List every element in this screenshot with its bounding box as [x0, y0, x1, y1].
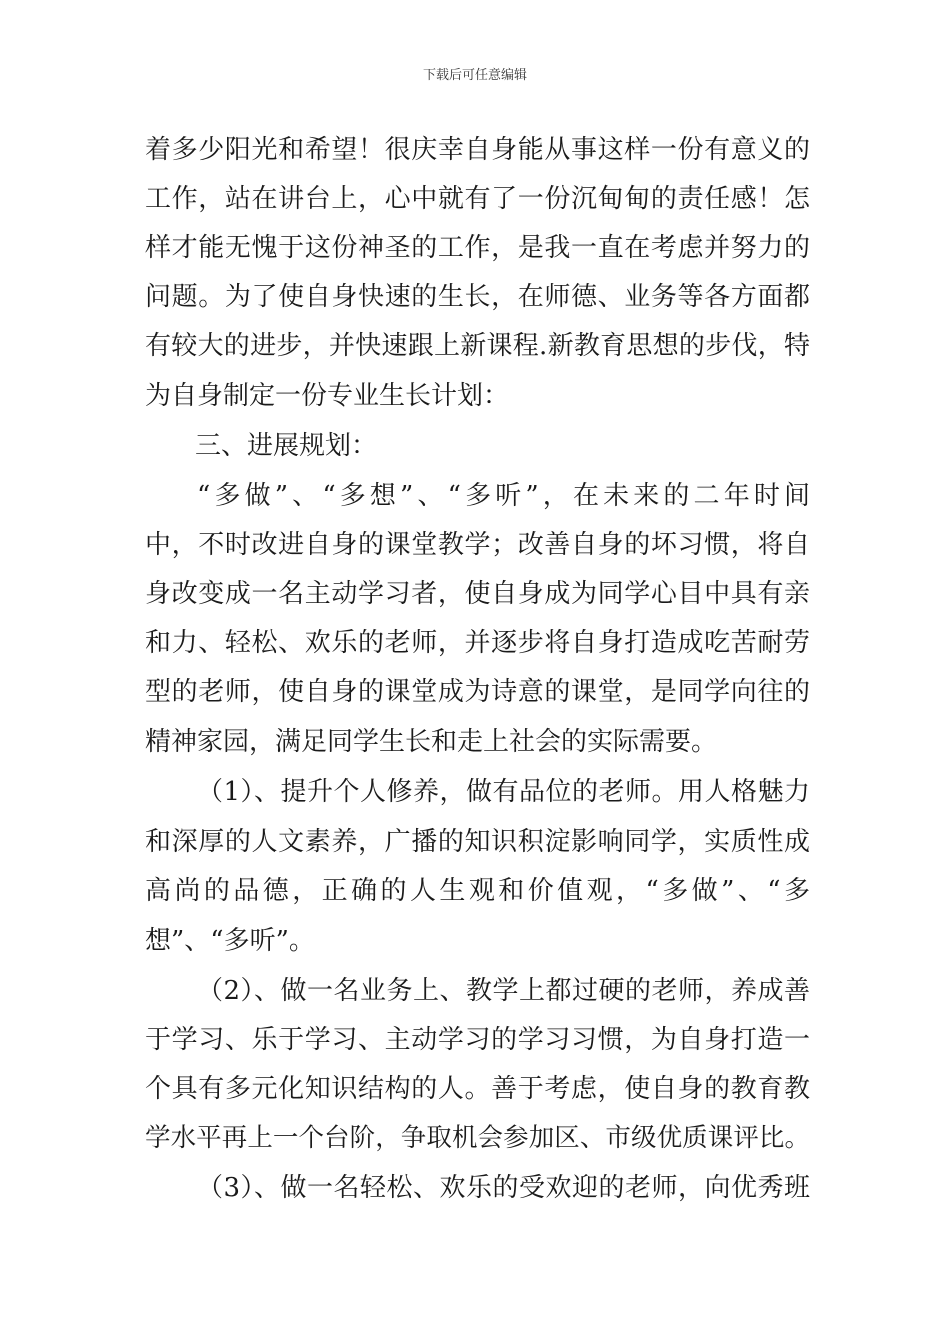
body-line: 型的老师，使自身的课堂成为诗意的课堂，是同学向往的	[145, 677, 810, 707]
body-line: 中，不时改进自身的课堂教学；改善自身的坏习惯，将自	[145, 530, 810, 560]
body-line: 问题。为了使自身快速的生长，在师德、业务等各方面都	[145, 282, 810, 312]
body-line: 有较大的进步，并快速跟上新课程.新教育思想的步伐，特	[145, 331, 810, 361]
body-line: 和力、轻松、欢乐的老师，并逐步将自身打造成吃苦耐劳	[145, 628, 810, 658]
list-item-3: （3）、做一名轻松、欢乐的受欢迎的老师，向优秀班	[197, 1173, 810, 1203]
body-line: 精神家园，满足同学生长和走上社会的实际需要。	[145, 727, 718, 757]
body-line: “多做”、“多想”、“多听”，在未来的二年时间	[197, 481, 810, 511]
body-line: 学水平再上一个台阶，争取机会参加区、市级优质课评比。	[145, 1123, 810, 1153]
body-line: 为自身制定一份专业生长计划：	[145, 381, 510, 411]
body-line: 样才能无愧于这份神圣的工作，是我一直在考虑并努力的	[145, 233, 810, 263]
body-line: 想”、“多听”。	[145, 926, 315, 956]
body-line: 于学习、乐于学习、主动学习的学习习惯，为自身打造一	[145, 1025, 810, 1055]
section-heading: 三、进展规划：	[195, 431, 378, 461]
body-line: 个具有多元化知识结构的人。善于考虑，使自身的教育教	[145, 1074, 810, 1104]
body-line: 工作，站在讲台上，心中就有了一份沉甸甸的责任感！怎	[145, 184, 810, 214]
body-line: 身改变成一名主动学习者，使自身成为同学心目中具有亲	[145, 579, 810, 609]
page-header: 下载后可任意编辑	[422, 68, 527, 83]
body-line: 和深厚的人文素养，广播的知识积淀影响同学，实质性成	[145, 827, 810, 857]
list-item-1: （1）、提升个人修养，做有品位的老师。用人格魅力	[197, 777, 810, 807]
list-item-2: （2）、做一名业务上、教学上都过硬的老师，养成善	[197, 976, 810, 1006]
body-line: 着多少阳光和希望！很庆幸自身能从事这样一份有意义的	[145, 135, 810, 165]
body-line: 高尚的品德，正确的人生观和价值观，“多做”、“多	[145, 876, 810, 906]
